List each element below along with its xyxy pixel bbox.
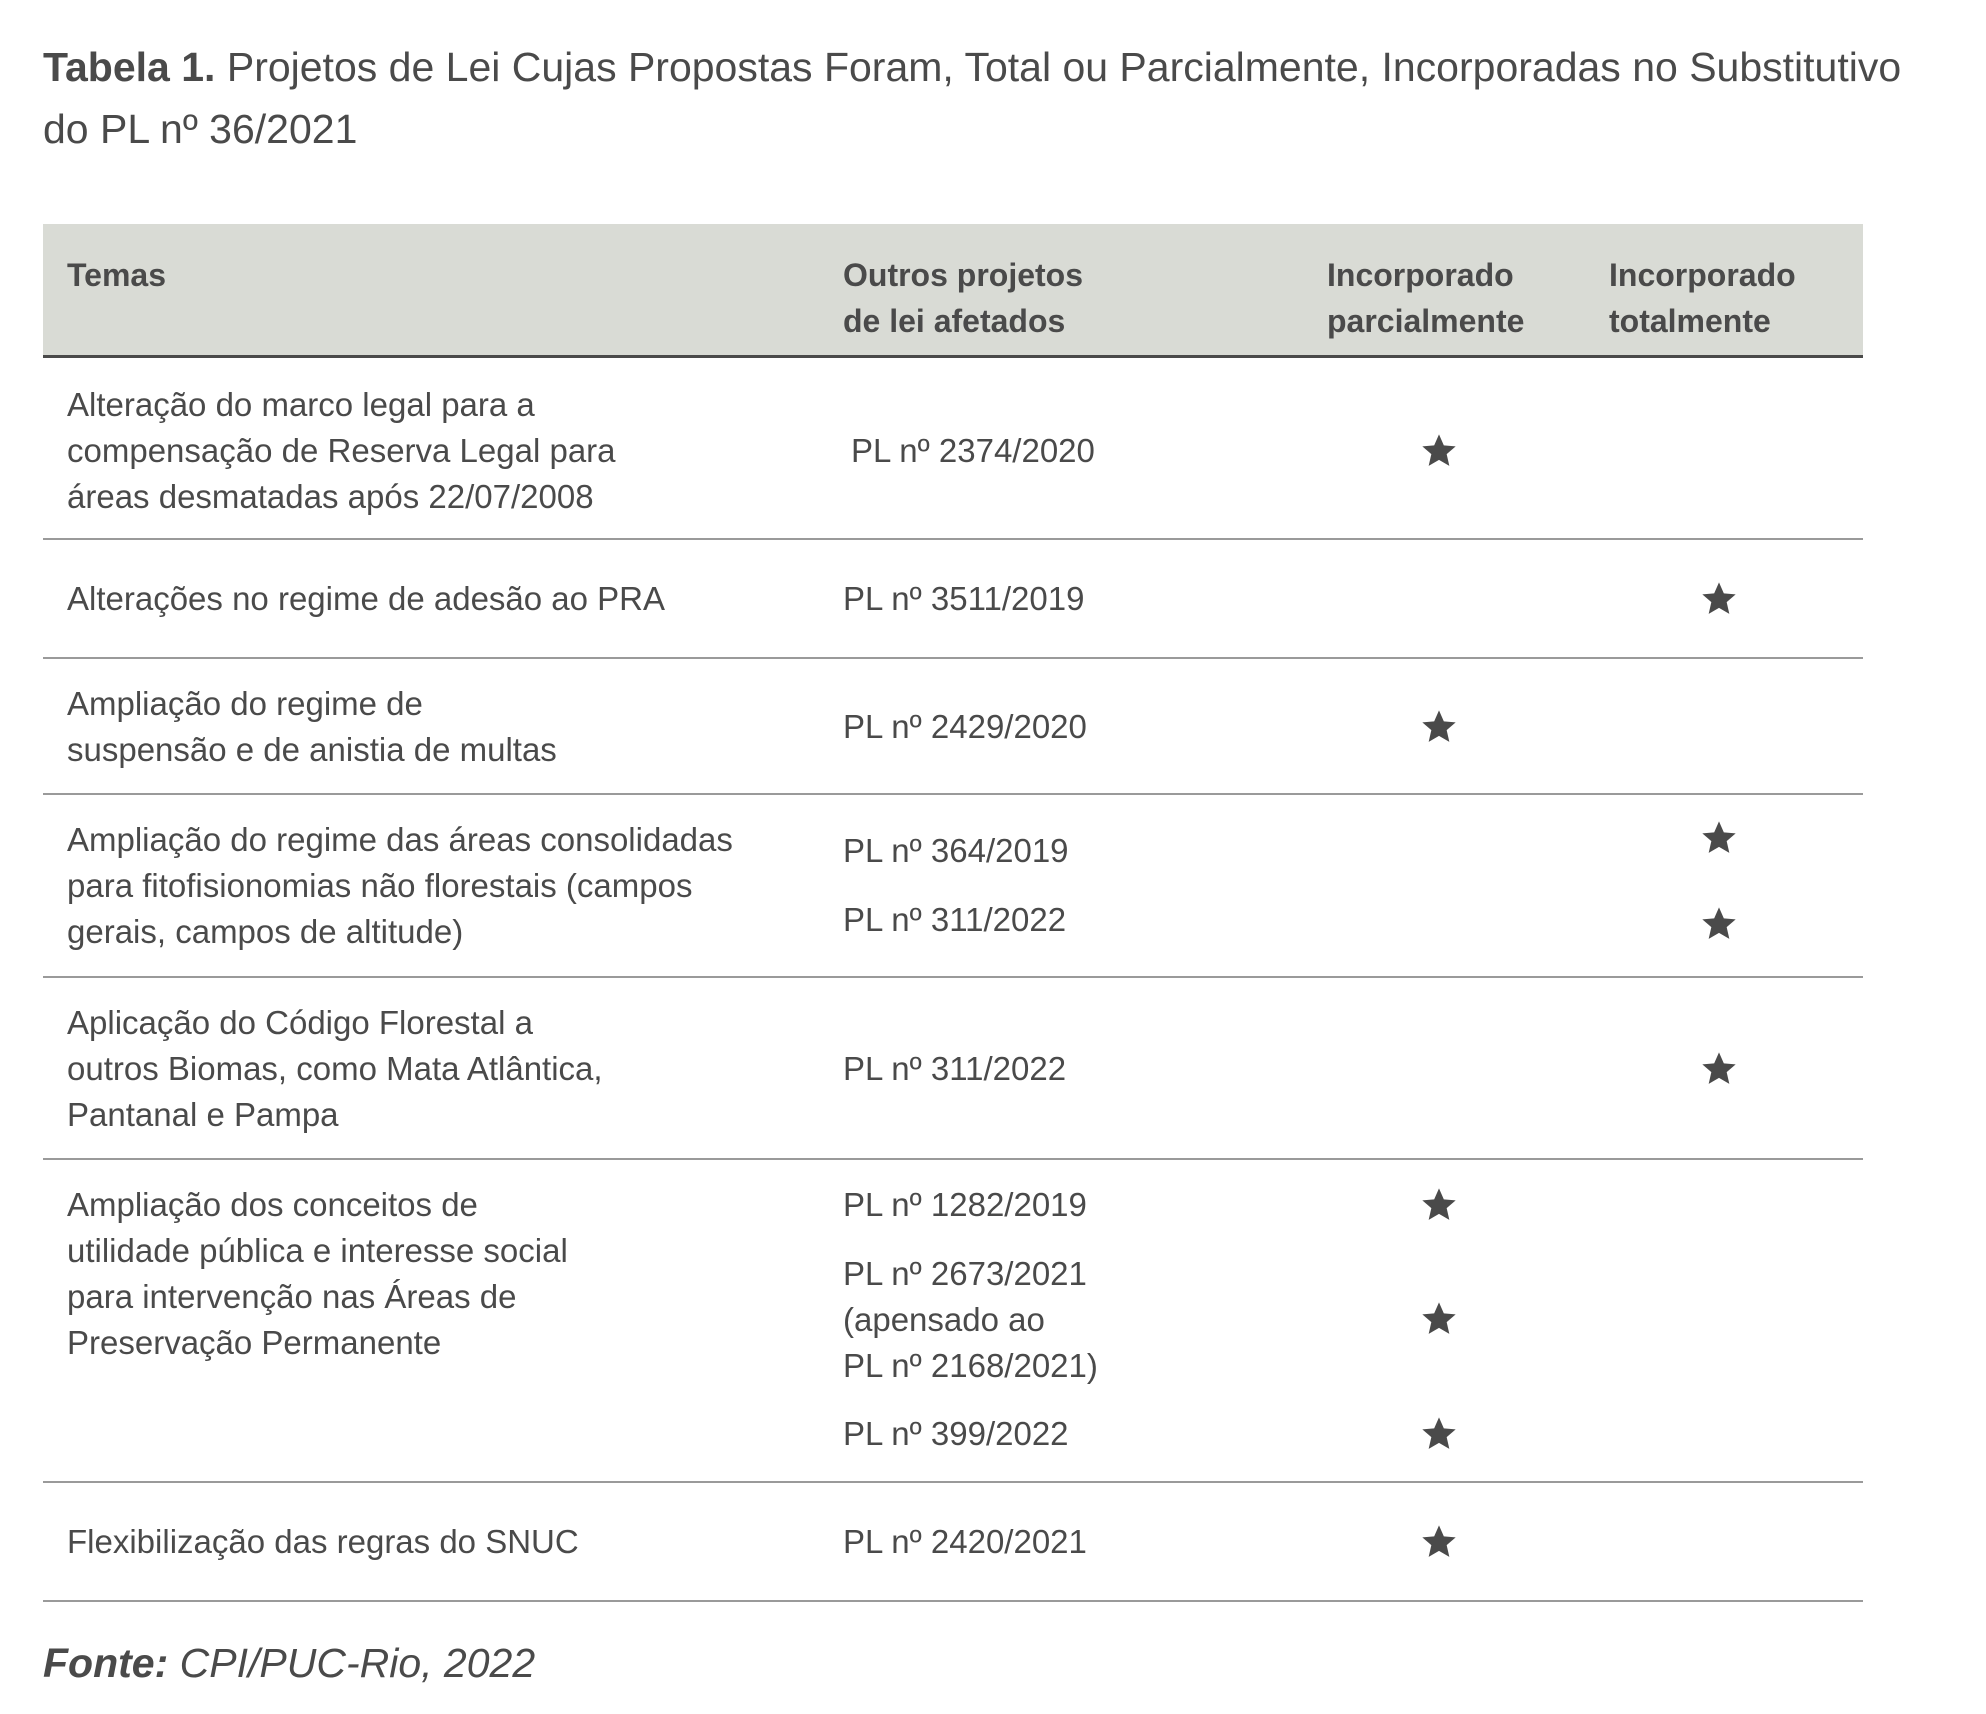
tema-line: Flexibilização das regras do SNUC	[67, 1523, 579, 1560]
table-row	[43, 1160, 1863, 1483]
star-icon	[1419, 1299, 1459, 1339]
table-row	[43, 978, 1863, 1160]
tema-line: Alterações no regime de adesão ao PRA	[67, 580, 666, 617]
tema-cell	[67, 817, 733, 955]
star-icon	[1419, 1414, 1459, 1454]
source-text: CPI/PUC-Rio, 2022	[179, 1640, 536, 1686]
tema-line: Preservação Permanente	[67, 1324, 442, 1361]
table-row	[43, 540, 1863, 659]
pl-line: PL nº 2168/2021)	[843, 1347, 1098, 1384]
tema-line: Ampliação do regime de	[67, 685, 423, 722]
star-icon	[1699, 818, 1739, 858]
tema-line: áreas desmatadas após 22/07/2008	[67, 478, 594, 515]
table-row	[43, 358, 1863, 540]
tema-cell	[67, 681, 557, 773]
tema-line: compensação de Reserva Legal para	[67, 432, 616, 469]
star-icon	[1699, 1049, 1739, 1089]
table-row	[43, 795, 1863, 978]
tema-line: Alteração do marco legal para a	[67, 386, 535, 423]
pl-cell: PL nº 364/2019	[843, 832, 1069, 869]
table-header	[43, 224, 1863, 358]
pl-cell: PL nº 1282/2019	[843, 1186, 1087, 1223]
pl-cell: PL nº 2420/2021	[843, 1523, 1087, 1560]
tema-line: utilidade pública e interesse social	[67, 1232, 568, 1269]
star-icon	[1419, 707, 1459, 747]
star-icon	[1419, 431, 1459, 471]
table-title-label: Tabela 1.	[43, 44, 216, 90]
pl-line: PL nº 2673/2021	[843, 1255, 1087, 1292]
table-row	[43, 659, 1863, 795]
tema-cell	[67, 1182, 568, 1366]
table-title-text-line1: Projetos de Lei Cujas Propostas Foram, Total ou Parcialmente, Incorporadas no Substitutivo	[226, 44, 1902, 90]
header-temas: Temas	[67, 257, 167, 293]
tema-line: para intervenção nas Áreas de	[67, 1278, 517, 1315]
pl-cell	[843, 1251, 1098, 1389]
table-row	[43, 1483, 1863, 1602]
tema-cell	[67, 1000, 603, 1138]
pl-cell: PL nº 2374/2020	[851, 432, 1095, 469]
header-total-line2: totalmente	[1609, 303, 1771, 339]
header-parcial-line2: parcialmente	[1327, 303, 1525, 339]
header-parcial-line1: Incorporado	[1327, 257, 1514, 293]
pl-cell: PL nº 2429/2020	[843, 708, 1087, 745]
tema-line: Ampliação do regime das áreas consolidadas	[67, 821, 733, 858]
tema-line: Ampliação dos conceitos de	[67, 1186, 478, 1223]
tema-line: outros Biomas, como Mata Atlântica,	[67, 1050, 603, 1087]
star-icon	[1419, 1185, 1459, 1225]
table-title	[43, 36, 1973, 160]
header-outros-line1: Outros projetos	[843, 257, 1084, 293]
pl-cell: PL nº 399/2022	[843, 1415, 1069, 1452]
projects-table	[43, 224, 1863, 1602]
header-total-line1: Incorporado	[1609, 257, 1796, 293]
tema-line: para fitofisionomias não florestais (campos	[67, 867, 693, 904]
header-outros-line2: de lei afetados	[843, 303, 1066, 339]
header-outros-projetos	[843, 252, 1083, 344]
pl-cell: PL nº 311/2022	[843, 1050, 1067, 1087]
tema-line: Aplicação do Código Florestal a	[67, 1004, 533, 1041]
tema-line: Pantanal e Pampa	[67, 1096, 339, 1133]
pl-cell: PL nº 3511/2019	[843, 580, 1085, 617]
pl-cell: PL nº 311/2022	[843, 901, 1067, 938]
tema-line: gerais, campos de altitude)	[67, 913, 464, 950]
star-icon	[1699, 579, 1739, 619]
table-title-text-line2: do PL nº 36/2021	[43, 106, 358, 152]
source-note	[43, 1640, 535, 1687]
header-incorporado-parcialmente	[1327, 252, 1524, 344]
tema-line: suspensão e de anistia de multas	[67, 731, 557, 768]
pl-line: (apensado ao	[843, 1301, 1045, 1338]
tema-cell	[67, 576, 665, 622]
star-icon	[1419, 1522, 1459, 1562]
tema-cell	[67, 1519, 579, 1565]
source-label: Fonte:	[43, 1640, 169, 1686]
tema-cell	[67, 382, 616, 520]
star-icon	[1699, 904, 1739, 944]
header-incorporado-totalmente	[1609, 252, 1796, 344]
